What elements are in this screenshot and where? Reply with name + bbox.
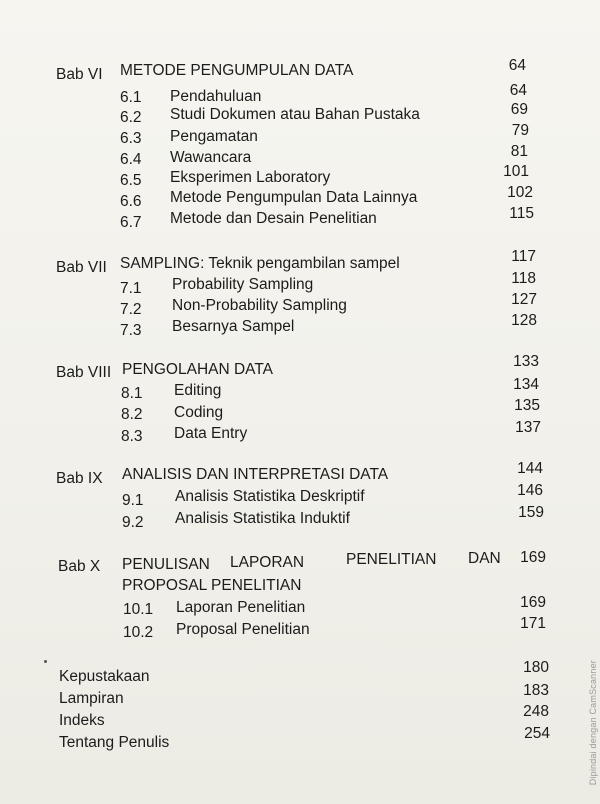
section-title: Non-Probability Sampling [172,297,347,314]
section-page: 102 [507,184,533,201]
scan-speck [44,660,47,663]
section-page: 159 [518,504,544,521]
section-num: 10.1 [123,601,154,618]
section-title: Data Entry [174,425,248,442]
backmatter-page: 183 [523,682,549,699]
section-num: 8.3 [121,428,143,445]
section-page: 69 [510,101,528,118]
section-title: Laporan Penelitian [176,599,306,616]
section-num: 7.2 [120,301,142,318]
chapter-page: 144 [517,460,543,477]
scanner-watermark: Dipindai dengan CamScanner [588,660,598,786]
section-num: 9.1 [122,492,144,509]
chapter-page: 169 [520,549,546,566]
section-title: Eksperimen Laboratory [170,169,331,186]
chapter-label: Bab VII [56,259,107,276]
chapter-title-word: LAPORAN [230,554,305,571]
backmatter-page: 254 [524,725,550,742]
chapter-page: 64 [508,57,526,74]
section-title: Proposal Penelitian [176,621,310,638]
section-title: Analisis Statistika Induktif [175,510,350,527]
chapter-page: 117 [511,248,536,265]
section-num: 8.1 [121,385,143,402]
section-page: 81 [510,143,528,160]
section-num: 6.3 [120,130,142,147]
section-title: Metode Pengumpulan Data Lainnya [170,189,418,206]
section-page: 101 [503,163,529,180]
chapter-label: Bab VIII [56,364,112,381]
chapter-title: METODE PENGUMPULAN DATA [120,62,354,79]
chapter-title: SAMPLING: Teknik pengambilan sampel [120,255,400,272]
backmatter-page: 180 [523,659,549,676]
section-title: Probability Sampling [172,276,314,293]
backmatter-title: Kepustakaan [59,668,150,685]
section-num: 6.2 [120,109,142,126]
section-title: Analisis Statistika Deskriptif [175,488,365,505]
chapter-label: Bab VI [56,66,103,83]
section-num: 6.1 [120,89,142,106]
section-num: 6.6 [120,193,142,210]
section-page: 127 [511,291,537,308]
section-page: 79 [511,122,529,139]
section-page: 169 [520,594,546,611]
section-page: 128 [511,312,537,329]
chapter-title: ANALISIS DAN INTERPRETASI DATA [122,466,389,483]
section-num: 7.1 [120,280,142,297]
section-page: 134 [513,376,539,393]
chapter-page: 133 [513,353,539,370]
backmatter-page: 248 [523,703,549,720]
section-title: Besarnya Sampel [172,318,295,335]
section-title: Metode dan Desain Penelitian [170,210,377,227]
chapter-label: Bab IX [56,470,103,487]
section-page: 146 [517,482,543,499]
section-title: Studi Dokumen atau Bahan Pustaka [170,106,420,123]
section-page: 137 [515,419,541,436]
section-page: 64 [509,82,527,99]
section-num: 9.2 [122,514,144,531]
section-page: 118 [511,270,536,287]
section-title: Pendahuluan [170,88,262,105]
chapter-label: Bab X [58,558,101,575]
section-num: 10.2 [123,624,154,641]
section-page: 115 [509,205,534,222]
section-num: 7.3 [120,322,142,339]
section-page: 171 [520,615,546,632]
section-title: Coding [174,404,224,421]
chapter-title-word: PENELITIAN [346,551,437,568]
chapter-title-line2: PROPOSAL PENELITIAN [122,577,302,594]
section-title: Wawancara [170,149,252,166]
section-page: 135 [514,397,540,414]
section-title: Editing [174,382,222,399]
section-num: 6.5 [120,172,142,189]
section-num: 8.2 [121,406,143,423]
backmatter-title: Lampiran [59,690,124,707]
chapter-title: PENGOLAHAN DATA [122,361,274,378]
backmatter-title: Tentang Penulis [59,734,170,751]
section-title: Pengamatan [170,128,258,145]
chapter-title-word: PENULISAN [122,556,210,573]
backmatter-title: Indeks [59,712,105,729]
section-num: 6.7 [120,214,142,231]
chapter-title-word: DAN [468,550,501,567]
section-num: 6.4 [120,151,142,168]
